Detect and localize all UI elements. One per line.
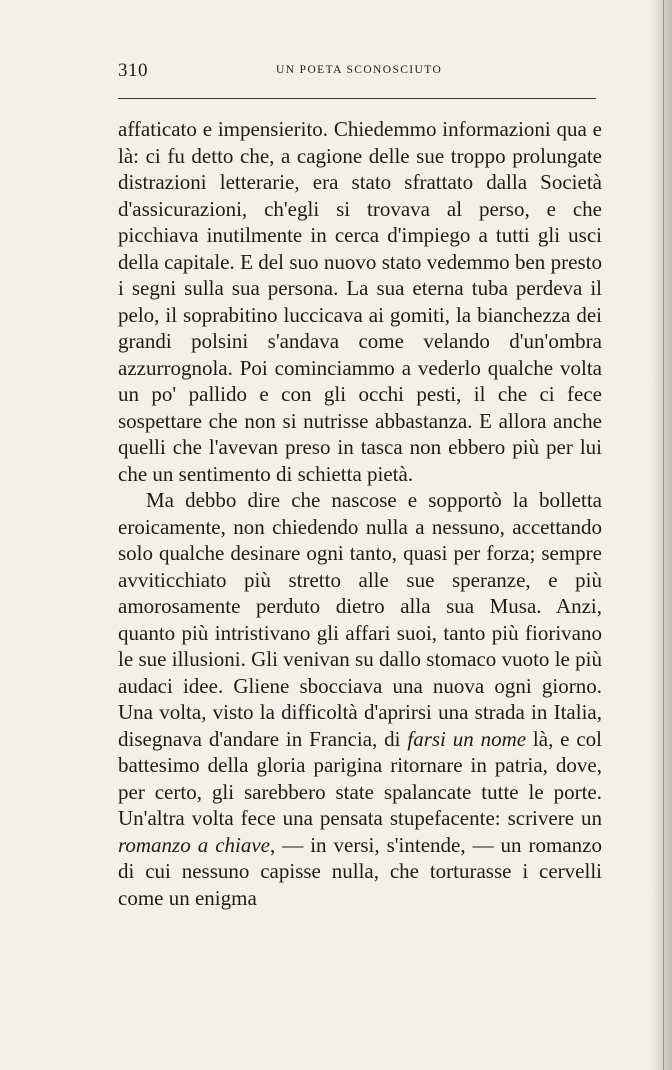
paragraph-2-part-2: là, e col battesimo della gloria parigina ritornare in patria, dove, per certo, gli sarebbero state spalancate tutte le porte. Un'altra volta fece una pensata stupefacente: scrivere un xyxy=(118,726,602,830)
header-divider xyxy=(118,98,596,99)
paragraph-2-part-1: Ma debbo dire che nascose e sopportò la bolletta eroicamente, non chiedendo nulla a nessuno, accettando solo qualche desinare ogni tanto, quasi per forza; sempre avviticchiato più stretto alle sue speranze, e più amorosamente perduto dietro alla sua Musa. Anzi, quanto più intristivano gli affari suoi, tanto più fiorivano le sue illusioni. Gli venivan su dallo stomaco vuoto le più audaci idee. Gliene sbocciava una nuova ogni giorno. Una volta, visto la difficoltà d'aprirsi una strada in Italia, disegnava d'andare in Francia, di xyxy=(118,488,602,751)
running-title: UN POETA SCONOSCIUTO xyxy=(276,64,443,76)
paragraph-2 xyxy=(118,487,602,911)
paragraph-2-part-3: , — in versi, s'intende, — un romanzo di cui nessuno capisse nulla, che torturasse i cervelli come un enigma xyxy=(118,832,602,910)
page-header xyxy=(118,60,596,84)
body-text xyxy=(118,116,602,911)
italic-phrase-farsi-un-nome: farsi un nome xyxy=(407,726,527,751)
page-edge-shadow xyxy=(650,0,672,1070)
page-edge-line xyxy=(663,0,664,1070)
page-number: 310 xyxy=(118,60,148,81)
paragraph-1: affaticato e impensierito. Chiedemmo informazioni qua e là: ci fu detto che, a cagione delle sue troppo prolungate distrazioni letterarie, era stato sfrattato dalla Società d'assicurazioni, ch'egli si trovava al perso, e che picchiava inutilmente in cerca d'impiego a tutti gli usci della capitale. E del suo nuovo stato vedemmo ben presto i segni sulla sua persona. La sua eterna tuba perdeva il pelo, il soprabitino luccicava ai gomiti, la bianchezza dei grandi polsini s'andava come velando d'un'ombra azzurrognola. Poi cominciammo a vederlo qualche volta un po' pallido e con gli occhi pesti, il che ci fece sospettare che non si nutrisse abbastanza. E allora anche quelli che l'avevan preso in tasca non ebbero più per lui che un sentimento di schietta pietà. xyxy=(118,117,602,486)
italic-phrase-romanzo-a-chiave: romanzo a chiave xyxy=(118,832,270,857)
